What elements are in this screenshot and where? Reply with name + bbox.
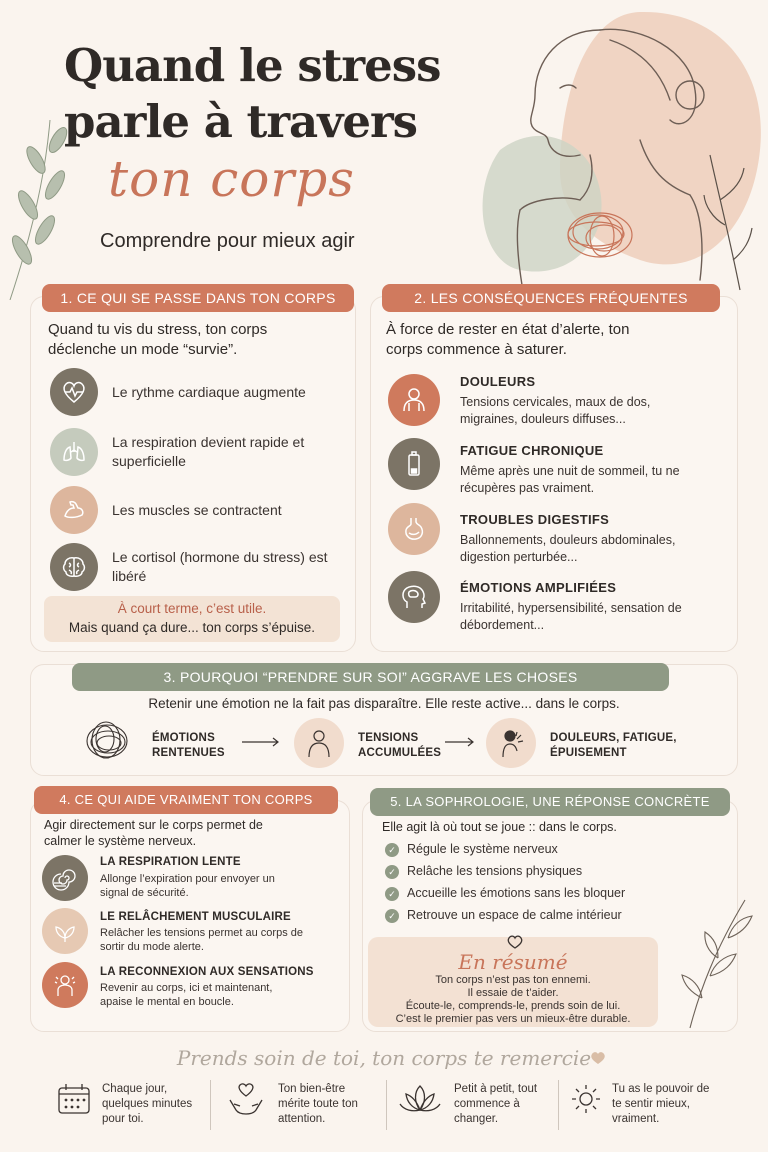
list-item: La respiration devient rapide et superficielle: [112, 434, 305, 469]
check-item: Retrouve un espace de calme intérieur: [407, 908, 622, 922]
list-item: Le rythme cardiaque augmente: [112, 384, 306, 400]
item-heading: FATIGUE CHRONIQUE: [460, 443, 604, 458]
list-item: Le cortisol (hormone du stress) est libéré: [112, 549, 328, 584]
sun-icon: [568, 1082, 604, 1116]
item-description: Allonge l’expiration pour envoyer un signal de sécurité.: [100, 873, 275, 899]
brain-icon: [50, 543, 98, 591]
check-item: Relâche les tensions physiques: [407, 864, 583, 878]
flow-step: DOULEURS, FATIGUE, ÉPUISEMENT: [550, 732, 677, 759]
page-title: Quand le stress parle à travers: [64, 39, 441, 148]
section-1-title: 1. CE QUI SE PASSE DANS TON CORPS: [42, 284, 354, 312]
flow-step: TENSIONS ACCUMULÉES: [358, 732, 442, 759]
breath-spiral-icon: [42, 855, 88, 901]
section-2-title: 2. LES CONSÉQUENCES FRÉQUENTES: [382, 284, 720, 312]
item-heading: DOULEURS: [460, 374, 536, 389]
item-heading: LA RESPIRATION LENTE: [100, 856, 241, 868]
check-item: Accueille les émotions sans les bloquer: [407, 886, 626, 900]
lungs-icon: [50, 428, 98, 476]
summary-line: C’est le premier pas vers un mieux-être durable.: [395, 1013, 631, 1025]
page-subtitle: Comprendre pour mieux agir: [100, 230, 355, 252]
section-3-intro: Retenir une émotion ne la fait pas disparaître. Elle reste active... dans le corps.: [148, 696, 620, 711]
item-description: Irritabilité, hypersensibilité, sensation de débordement...: [460, 601, 682, 632]
item-heading: LE RELÂCHEMENT MUSCULAIRE: [100, 911, 291, 923]
arrow-right-icon: [240, 736, 282, 748]
item-heading: ÉMOTIONS AMPLIFIÉES: [460, 580, 617, 595]
stomach-icon: [388, 503, 440, 555]
item-description: Ballonnements, douleurs abdominales, digestion perturbée...: [460, 533, 676, 564]
footer-divider: [210, 1080, 211, 1130]
footer-item-text: Chaque jour, quelques minutes pour toi.: [102, 1083, 193, 1125]
calendar-icon: [56, 1082, 92, 1116]
item-description: Tensions cervicales, maux de dos, migraines, douleurs diffuses...: [460, 395, 651, 426]
footer-divider: [386, 1080, 387, 1130]
footer-item-text: Ton bien-être mérite toute ton attention.: [278, 1083, 358, 1125]
muscle-icon: [50, 486, 98, 534]
person-sensation-icon: [42, 962, 88, 1008]
section-2-intro: À force de rester en état d’alerte, ton corps commence à saturer.: [386, 321, 630, 358]
note-highlight: À court terme, c’est utile.: [117, 601, 267, 616]
item-description: Relâcher les tensions permet au corps de sortir du mode alerte.: [100, 927, 303, 953]
heart-icon: [506, 934, 524, 950]
tense-body-icon: [294, 718, 344, 768]
heart-pulse-icon: [50, 368, 98, 416]
item-description: Revenir au corps, ici et maintenant, apaise le mental en boucle.: [100, 982, 273, 1008]
battery-icon: [388, 438, 440, 490]
leaf-hand-icon: [42, 908, 88, 954]
footer-divider: [558, 1080, 559, 1130]
arrow-right-icon: [443, 736, 477, 748]
section-1-intro: Quand tu vis du stress, ton corps déclenche un mode “survie”.: [48, 321, 268, 358]
heart-icon: [590, 1051, 606, 1065]
page-title-script: ton corps: [108, 150, 355, 208]
summary-line: Il essaie de t’aider.: [467, 987, 559, 999]
list-item: Les muscles se contractent: [112, 502, 282, 518]
summary-title: En résumé: [458, 950, 568, 974]
section-4-title: 4. CE QUI AIDE VRAIMENT TON CORPS: [34, 786, 338, 814]
flow-step: ÉMOTIONS RENTENUES: [152, 732, 225, 759]
lotus-icon: [398, 1082, 442, 1116]
check-icon: ✓: [385, 909, 399, 923]
footer-item-text: Petit à petit, tout commence à changer.: [454, 1083, 538, 1125]
tangled-emotions-icon: [82, 718, 132, 764]
check-icon: ✓: [385, 865, 399, 879]
section-5-intro: Elle agit là où tout se joue :: dans le corps.: [382, 820, 617, 834]
section-3-title: 3. POURQUOI “PRENDRE SUR SOI” AGGRAVE LES CHOSES: [72, 663, 669, 691]
summary-line: Écoute-le, comprends-le, prends soin de lui.: [405, 1000, 621, 1012]
section-4-intro: Agir directement sur le corps permet de calmer le système nerveux.: [44, 818, 263, 848]
footer-tagline: Prends soin de toi, ton corps te remercie: [176, 1046, 592, 1070]
hands-heart-icon: [226, 1080, 266, 1118]
check-icon: ✓: [385, 887, 399, 901]
item-heading: LA RECONNEXION AUX SENSATIONS: [100, 966, 314, 978]
footer-item-text: Tu as le pouvoir de te sentir mieux, vraiment.: [612, 1083, 710, 1125]
note-text: Mais quand ça dure... ton corps s’épuise.: [68, 620, 316, 635]
item-heading: TROUBLES DIGESTIFS: [460, 512, 610, 527]
check-item: Régule le système nerveux: [407, 842, 558, 856]
pain-figure-icon: [486, 718, 536, 768]
item-description: Même après une nuit de sommeil, tu ne récupères pas vraiment.: [460, 464, 680, 495]
check-icon: ✓: [385, 843, 399, 857]
head-brain-icon: [388, 571, 440, 623]
section-5-title: 5. LA SOPHROLOGIE, UNE RÉPONSE CONCRÈTE: [370, 788, 730, 816]
body-pain-icon: [388, 374, 440, 426]
decorative-branch: [670, 880, 760, 1030]
summary-line: Ton corps n’est pas ton ennemi.: [435, 974, 591, 986]
